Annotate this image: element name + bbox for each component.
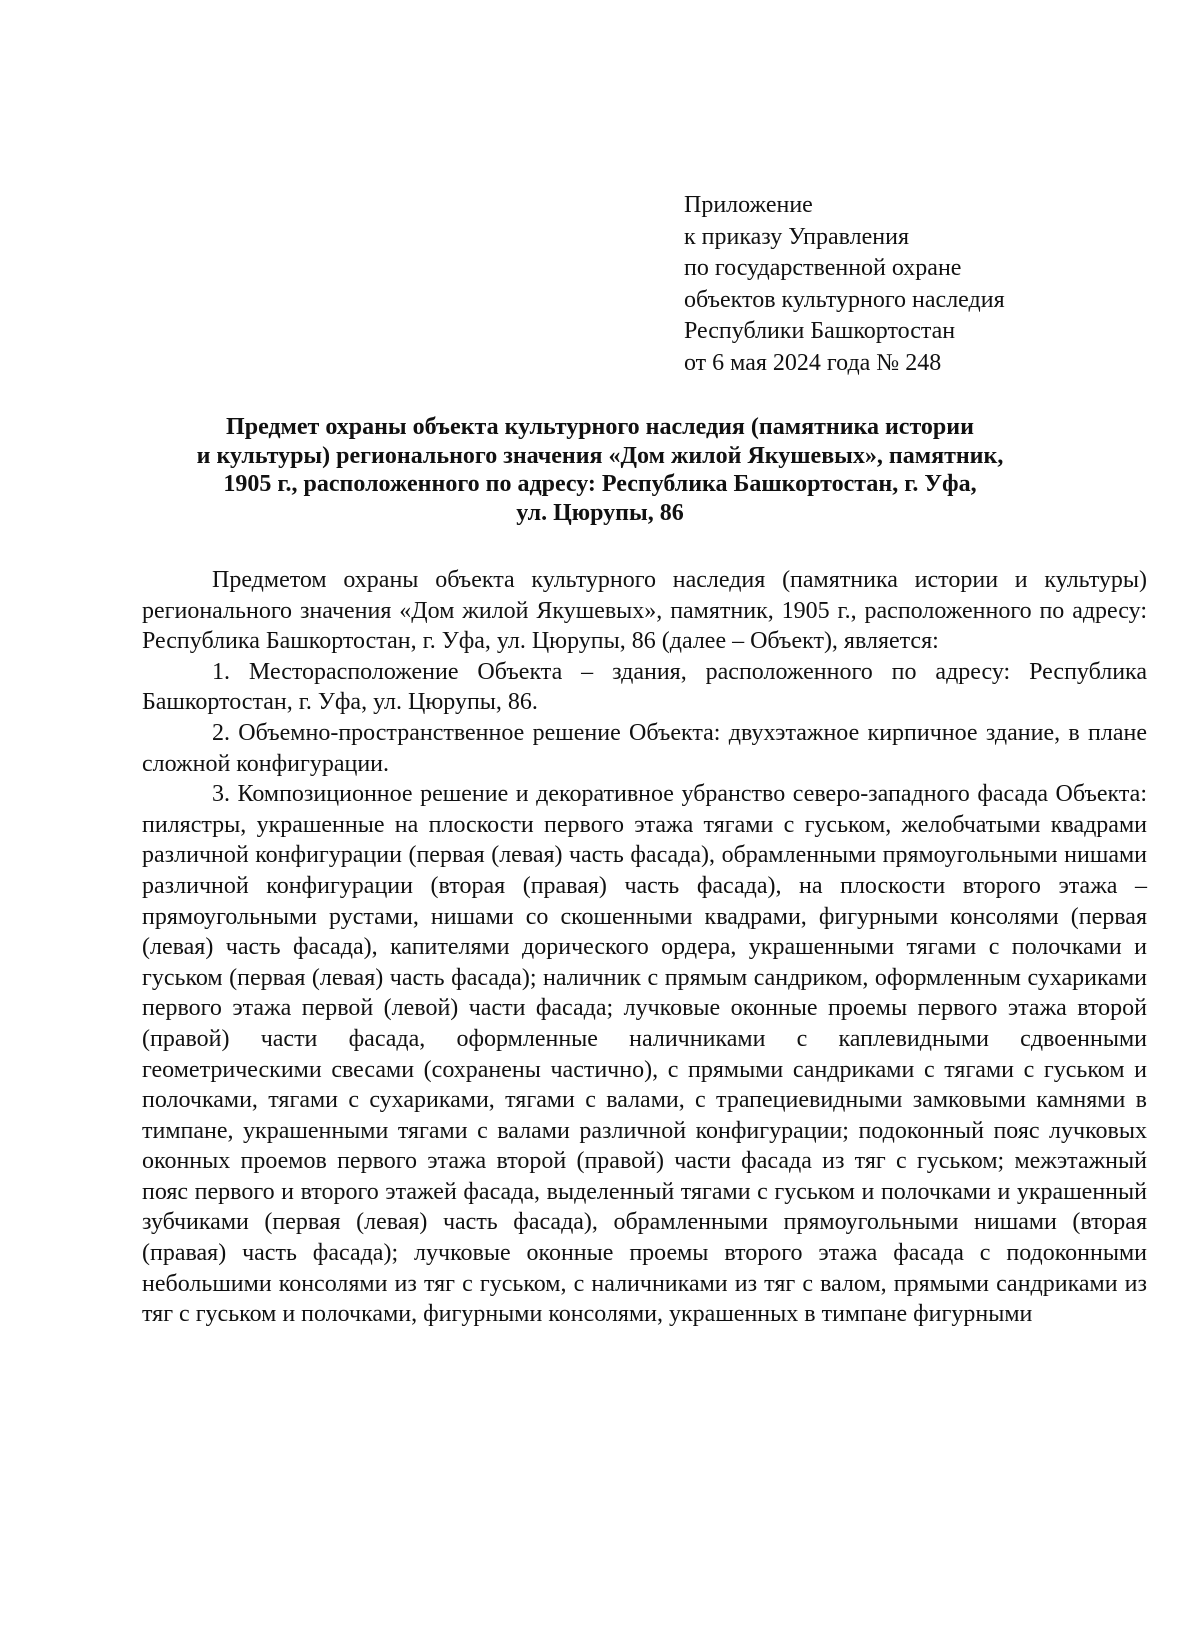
item-paragraph-1: 1. Месторасположение Объекта – здания, расположенного по адресу: Республика Башкортостан, г. Уфа, ул. Цюрупы, 86. <box>142 658 1147 716</box>
appendix-line: Республики Башкортостан <box>684 318 956 344</box>
document-body <box>142 565 1147 1330</box>
title-line: и культуры) регионального значения «Дом жилой Якушевых», памятник, <box>196 442 1004 469</box>
appendix-line: объектов культурного наследия <box>684 286 1005 313</box>
intro-paragraph: Предметом охраны объекта культурного наследия (памятника истории и культуры) регионального значения «Дом жилой Якушевых», памятник, 1905 г., расположенного по адресу: Республика Башкортостан, г. Уфа, ул. Цюрупы, 86 (далее – Объект), является: <box>142 567 1147 655</box>
item-paragraph-2: 2. Объемно-пространственное решение Объекта: двухэтажное кирпичное здание, в плане сложной конфигурации. <box>142 719 1147 777</box>
appendix-line: по государственной охране <box>684 255 962 281</box>
appendix-line: к приказу Управления <box>684 223 910 250</box>
title-line: Предмет охраны объекта культурного наследия (памятника истории <box>226 414 974 440</box>
item-paragraph-3: 3. Композиционное решение и декоративное убранство северо-западного фасада Объекта: пилястры, украшенные на плоскости первого этажа тягами с гуськом, желобчатыми квадрами различной конфигурации (первая (левая) часть фасада), обрамленными прямоугольными нишами различной конфигурации (вторая (правая) часть фасада), на плоскости второго этажа – прямоугольными рустами, нишами со скошенными квадрами, фигурными консолями (первая (левая) часть фасада), капителями дорического ордера, украшенными тягами с полочками и гуськом (первая (левая) часть фасада); наличник с прямым сандриком, оформленным сухариками первого этажа первой (левой) части фасада; лучковые оконные проемы первого этажа второй (правой) части фасада, оформленные наличниками с каплевидными сдвоенными геометрическими свесами (сохранены частично), с прямыми сандриками с тягами с гуськом и полочками, тягами с сухариками, тягами с валами, с трапециевидными замковыми камнями в тимпане, украшенными тягами с валами различной конфигурации; подоконный пояс лучковых оконных проемов первого этажа второй (правой) части фасада из тяг с гуськом; межэтажный пояс первого и второго этажей фасада, выделенный тягами с гуськом и полочками и украшенный зубчиками (первая (левая) часть фасада), обрамленными прямоугольными нишами (вторая (правая) часть фасада); лучковые оконные проемы второго этажа фасада с подоконными небольшими консолями из тяг с гуськом, с наличниками из тяг с валом, прямыми сандриками из тяг с гуськом и полочками, фигурными консолями, украшенных в тимпане фигурными <box>142 781 1147 1328</box>
appendix-line: Приложение <box>684 192 813 218</box>
title-line: 1905 г., расположенного по адресу: Республика Башкортостан, г. Уфа, <box>223 471 977 497</box>
appendix-line: от 6 мая 2024 года № 248 <box>684 349 942 376</box>
title-line: ул. Цюрупы, 86 <box>516 499 684 526</box>
document-title <box>142 413 1058 527</box>
appendix-header <box>684 190 1124 379</box>
